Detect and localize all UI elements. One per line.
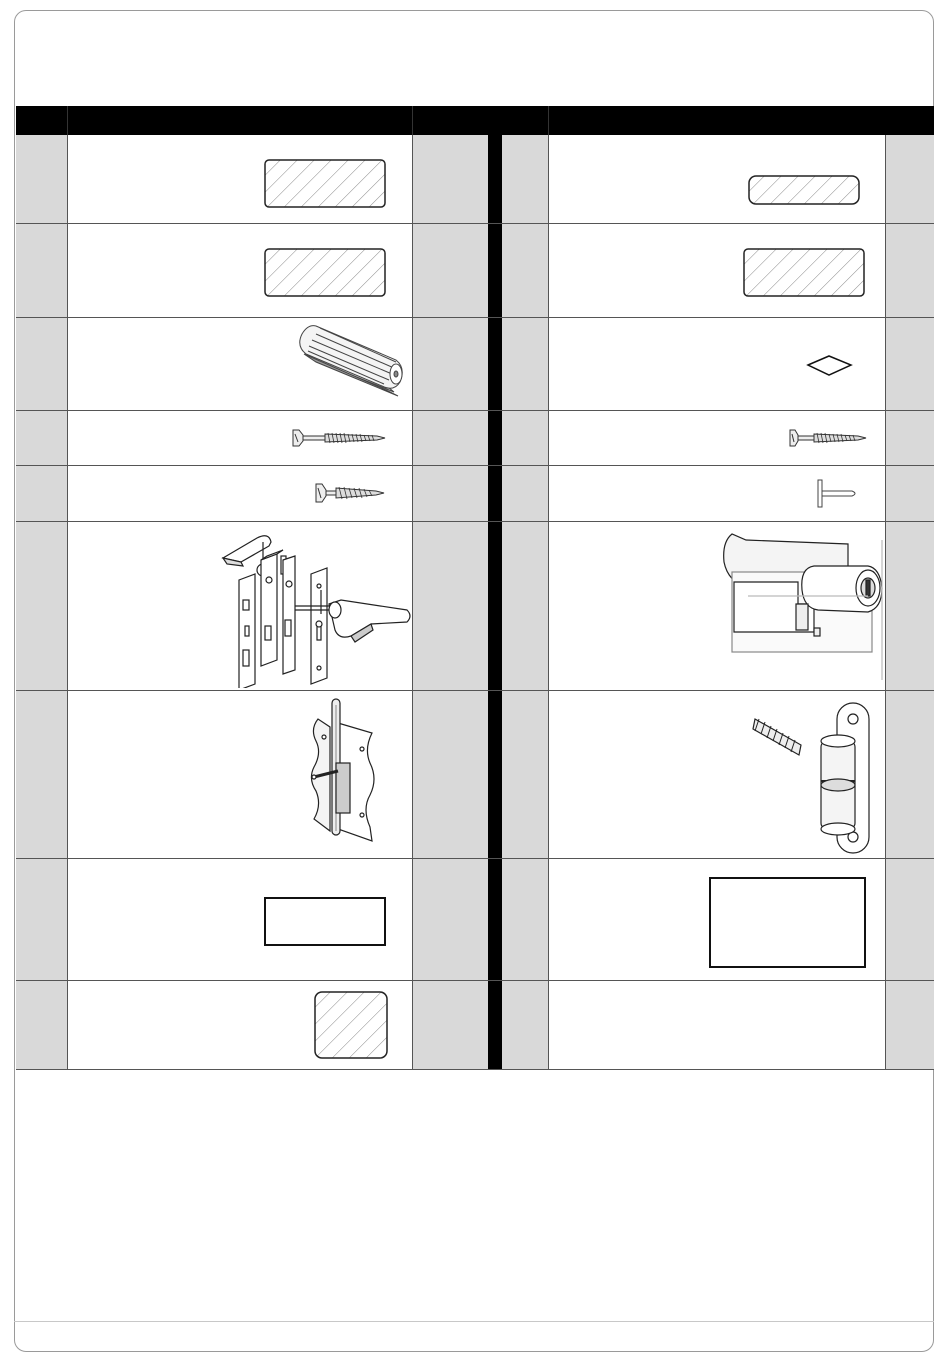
wood-plank-icon	[264, 248, 388, 300]
table-row	[16, 411, 934, 466]
table-row	[16, 318, 934, 411]
wood-plank-icon	[748, 175, 862, 207]
long-screw-icon	[788, 428, 868, 448]
euro-cylinder-lock-icon	[718, 532, 884, 686]
lift-off-hinge-icon	[304, 697, 386, 849]
wood-plank-icon	[743, 248, 867, 300]
wood-plank-icon	[264, 159, 388, 211]
table-row	[16, 224, 934, 318]
long-screw-icon	[291, 428, 389, 448]
square-block-icon	[314, 991, 390, 1063]
rectangle-panel-icon	[264, 897, 388, 949]
table-header-right	[502, 106, 934, 135]
table-row	[16, 859, 934, 981]
table-header-left	[16, 106, 488, 135]
screw-in-hinge-pin-icon	[751, 701, 887, 855]
footer-divider	[14, 1321, 934, 1322]
table-row	[16, 522, 934, 691]
quantity-cell	[413, 135, 488, 223]
item-number-cell	[16, 135, 67, 223]
table-row	[16, 981, 934, 1070]
diamond-shim-icon	[806, 354, 854, 378]
short-screw-icon	[314, 482, 388, 504]
large-rectangle-panel-icon	[709, 877, 869, 971]
door-lock-set-icon	[221, 530, 411, 688]
parts-table	[16, 106, 934, 1070]
quantity-cell	[886, 135, 934, 223]
fluted-dowel-icon	[296, 320, 412, 408]
nail-icon	[816, 478, 862, 510]
table-row	[16, 466, 934, 522]
table-row	[16, 691, 934, 859]
item-number-cell	[502, 135, 548, 223]
table-row	[16, 135, 934, 224]
